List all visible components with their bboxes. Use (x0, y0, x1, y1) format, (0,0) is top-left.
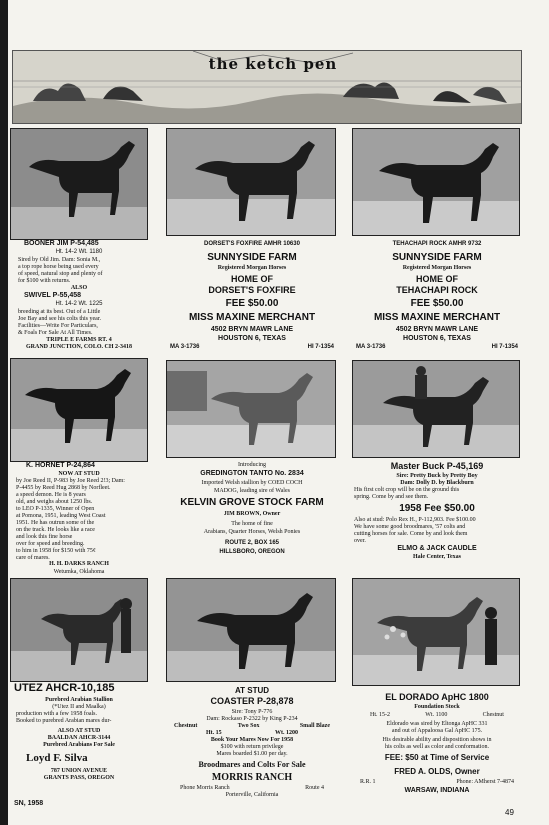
pony-silhouette (167, 361, 335, 457)
horse-name: GREDINGTON TANTO No. 2834 (200, 470, 304, 477)
text-line: and out of Appaloosa Gal ApHC 175. (391, 728, 483, 734)
farm-name: KELVIN GROVE STOCK FARM (180, 497, 324, 508)
also-label: ALSO AT STUD (57, 728, 101, 734)
horse-with-handler (11, 579, 147, 681)
stud-label: NOW AT STUD (58, 471, 100, 477)
dam-line: Dam: Rockaso P-2322 by King P-234 (206, 716, 298, 722)
text-line: spring. Come by and see them. (354, 494, 429, 500)
owner-name: ELMO & JACK CAUDLE (397, 545, 477, 552)
also-at-stud: Also at stud: Polo Rex H., P-112,903. Fee $100.00 (354, 517, 476, 523)
banner-title: the ketch pen (208, 55, 338, 73)
horse-photo (352, 360, 520, 458)
blaze-mark: Small Blaze (299, 723, 330, 729)
text-line: Sired by Old Jim. Dam: Sonia M., (18, 257, 101, 263)
text-line: Booked to purebred Arabian mares dur- (16, 718, 112, 724)
phone-row (166, 344, 338, 351)
owner-name: Loyd F. Silva (26, 752, 88, 764)
socks-mark: Two Sox (237, 723, 260, 729)
farm-address: ROUTE 2, BOX 165 (224, 540, 280, 546)
text-line: The home of fine (231, 521, 273, 527)
text-line: at Pomona, 1951, leading West Coast (16, 513, 106, 519)
pony-photo (166, 360, 336, 458)
owner-city: WARSAW, INDIANA (404, 787, 470, 794)
sire-line: Sire: Pretty Buck by Pretty Boy (396, 473, 478, 479)
horse-name-2: BAALDAN AHCR-3144 (47, 735, 111, 741)
text-line: his colts as well as color and conformation. (385, 744, 489, 750)
farm-city: HILLSBORO, OREGON (219, 549, 285, 555)
scan-edge (0, 0, 8, 825)
text-line: for $100 with returns. (18, 278, 71, 284)
text-line: Joe Bay and see his colts this year. (18, 316, 101, 322)
text-line: Book Your Mares Now For 1958 (210, 737, 294, 743)
owner-address: 4502 BRYN MAWR LANE (395, 326, 479, 333)
intro-label: Introducing (238, 462, 266, 468)
page-number: 49 (505, 808, 514, 817)
text-line: P-4455 by Reed Hug 2868 by Norfleet. (16, 485, 111, 491)
phone: Phone Morris Ranch (180, 785, 230, 791)
text-line: Facilities—Write For Particulars, (18, 323, 98, 329)
appaloosa-with-handler (353, 579, 519, 685)
horse-name: DORSET'S FOXFIRE (208, 285, 296, 295)
horse-photo (166, 128, 336, 236)
owner-city: HOUSTON 6, TEXAS (403, 335, 471, 342)
farm-subtitle: Registered Morgan Horses (402, 265, 472, 271)
weight: Wt. 1100 (425, 712, 448, 718)
sire-line: Sire: Tony P-776 (231, 709, 273, 715)
text-line: His desirable ability and disposition shows in (382, 737, 492, 743)
size-row (166, 730, 338, 737)
horse-silhouette (353, 129, 519, 235)
ad-coaster (166, 578, 338, 803)
stats: Ht. 14-2 Wt. 1180 (55, 249, 103, 255)
also-label: ALSO (70, 285, 88, 291)
ranch-name: TRIPLE E FARMS RT. 4 (46, 337, 112, 343)
owner-name: FRED A. OLDS, Owner (394, 767, 480, 776)
ranch-name: H. H. DARKS RANCH (49, 561, 109, 567)
ad-booner-jim (10, 128, 148, 353)
stats: Ht. 14-2 Wt. 1225 (55, 301, 103, 307)
ad-tehachapi-rock (352, 128, 522, 353)
farm-name: SUNNYSIDE FARM (207, 252, 297, 263)
text-line: & Foals For Sale At All Times. (18, 330, 93, 336)
text-line: over. (354, 538, 366, 544)
route: Route 4 (305, 785, 324, 791)
markings-row (166, 723, 338, 730)
ranch-name: MORRIS RANCH (211, 772, 293, 783)
text-line: a top rope horse being used every (18, 264, 99, 270)
ketch-pen-banner (12, 50, 522, 124)
horse-with-rider (353, 361, 519, 457)
horse-name: BOONER JIM P-54,485 (24, 240, 99, 247)
text-line: and look this fine horse (16, 534, 73, 540)
text-line: We have some good broodmares, '57 colts and (354, 524, 466, 530)
text-line: to him in 1958 for $150 with 75¢ (16, 548, 96, 554)
horse-photo (166, 578, 336, 682)
horse-silhouette (167, 579, 335, 681)
size-row (352, 712, 522, 719)
text-line: Purebred Arabian Stallion (45, 697, 113, 703)
weight: Wt. 1200 (275, 730, 298, 736)
horse-photo (10, 358, 148, 462)
color-mark: Chestnut (174, 723, 198, 729)
horse-name: Master Buck P-45,169 (390, 461, 484, 471)
contact-row (166, 785, 338, 792)
phone-row (352, 344, 522, 351)
text-line: on the track. He looks like a race (16, 527, 95, 533)
horse-photo (10, 578, 148, 682)
text-line: to LEO P-1335, Winner of Open (16, 506, 95, 512)
horse-name: UTEZ AHCR-10,185 (14, 682, 115, 694)
horse-silhouette (11, 359, 147, 461)
owner-name: MISS MAXINE MERCHANT (373, 312, 501, 323)
owner-address: 787 UNION AVENUE (50, 768, 108, 774)
horse-photo (352, 578, 520, 686)
text-line: His first colt crop will be on the ground this (354, 487, 460, 493)
text-line: MADOG, leading sire of Wales (214, 488, 290, 494)
stud-fee: $100 with return privilege (220, 744, 284, 750)
text-line: of speed, natural stop and plenty of (18, 271, 103, 277)
phone-left: MA 3-1736 (356, 344, 386, 350)
text-line: breeding at its best. Out of a Little (18, 309, 101, 315)
text-line: by Joe Reed II, P-983 by Joe Reed 2!3; Dam: (16, 478, 125, 484)
phone: Phone: AMherst 7-4874 (456, 779, 514, 785)
phone-right: HI 7-1354 (491, 344, 518, 350)
photo-caption: TEHACHAPI ROCK AMHR 9732 (392, 241, 482, 247)
farm-name: SUNNYSIDE FARM (392, 252, 482, 263)
horse-name: TEHACHAPI ROCK (396, 285, 478, 295)
owner-city: GRANTS PASS, OREGON (43, 775, 115, 781)
horse-photo (10, 128, 148, 240)
text-line: (*Utez II and Maalka) (52, 704, 106, 710)
rural-route: R.R. 1 (360, 779, 376, 785)
ad-master-buck (352, 360, 522, 572)
photo-caption: DORSET'S FOXFIRE AMHR 10630 (204, 241, 300, 247)
horse-silhouette (11, 129, 147, 239)
stud-fee: 1958 Fee $50.00 (399, 503, 475, 514)
horse-name: EL DORADO ApHC 1800 (385, 692, 489, 702)
owner-address: 4502 BRYN MAWR LANE (210, 326, 294, 333)
ad-el-dorado (352, 578, 522, 803)
breeds-line: Arabians, Quarter Horses, Welsh Ponies (203, 529, 301, 535)
text-line: Imported Welsh stallion by COED COCH (201, 480, 303, 486)
ad-utez (10, 578, 148, 803)
ranch-city: Wetumka, Oklahoma (53, 569, 105, 575)
owner-city: Hale Center, Texas (413, 554, 461, 560)
dam-line: Dam: Dolly D. by Blackburn (400, 480, 474, 486)
height: Ht. 15 (206, 730, 222, 736)
farm-subtitle: Registered Morgan Horses (217, 265, 287, 271)
horse-silhouette (167, 129, 335, 235)
owner-city: HOUSTON 6, TEXAS (218, 335, 286, 342)
text-line: production with a few 1958 foals. (16, 711, 97, 717)
home-of-label: HOME OF (416, 274, 458, 284)
horse-name-2: SWIVEL P-55,458 (24, 292, 82, 299)
contact-row (352, 779, 522, 786)
text-line: cutting horses for sale. Come by and look them (354, 531, 468, 537)
text-line: 1951. He has outrun some of the (16, 520, 95, 526)
text-line: a speed demon. He is 8 years (16, 492, 86, 498)
height: Ht. 15-2 (370, 712, 390, 718)
text-line: Purebred Arabians For Sale (43, 742, 115, 748)
horse-name: COASTER P-28,878 (210, 696, 294, 706)
text-line: care of mares. (16, 555, 50, 561)
phone-right: HI 7-1354 (307, 344, 334, 350)
owner-name: MISS MAXINE MERCHANT (188, 312, 316, 323)
ad-dorsets-foxfire (166, 128, 338, 353)
issue-date: SN, 1958 (14, 800, 44, 807)
ad-gredington-tanto (166, 360, 338, 572)
horse-name: K. HORNET P-24,864 (26, 462, 95, 469)
ad-k-hornet (10, 358, 148, 568)
text-line: over for speed and breeding. (16, 541, 85, 547)
stud-fee: FEE: $50 at Time of Service (384, 753, 490, 762)
text-line: Mares boarded $1.00 per day. (216, 751, 288, 757)
stud-fee: FEE $50.00 (225, 298, 279, 309)
ranch-city: Porterville, California (225, 792, 279, 798)
home-of-label: HOME OF (231, 274, 273, 284)
ranch-city: GRAND JUNCTION, COLO. CH 2-3418 (25, 344, 132, 350)
for-sale-line: Broodmares and Colts For Sale (198, 760, 306, 769)
color: Chestnut (482, 712, 504, 718)
phone-left: MA 3-1736 (170, 344, 200, 350)
owner-name: JIM BROWN, Owner (223, 511, 281, 517)
text-line: old, and weighs about 1250 lbs. (16, 499, 93, 505)
text-line: Eldorado was sired by Eltonga ApHC 331 (386, 721, 488, 727)
stud-label: AT STUD (234, 686, 270, 695)
foundation-label: Foundation Stock (414, 704, 460, 710)
horse-photo (352, 128, 520, 236)
stud-fee: FEE $50.00 (410, 298, 464, 309)
